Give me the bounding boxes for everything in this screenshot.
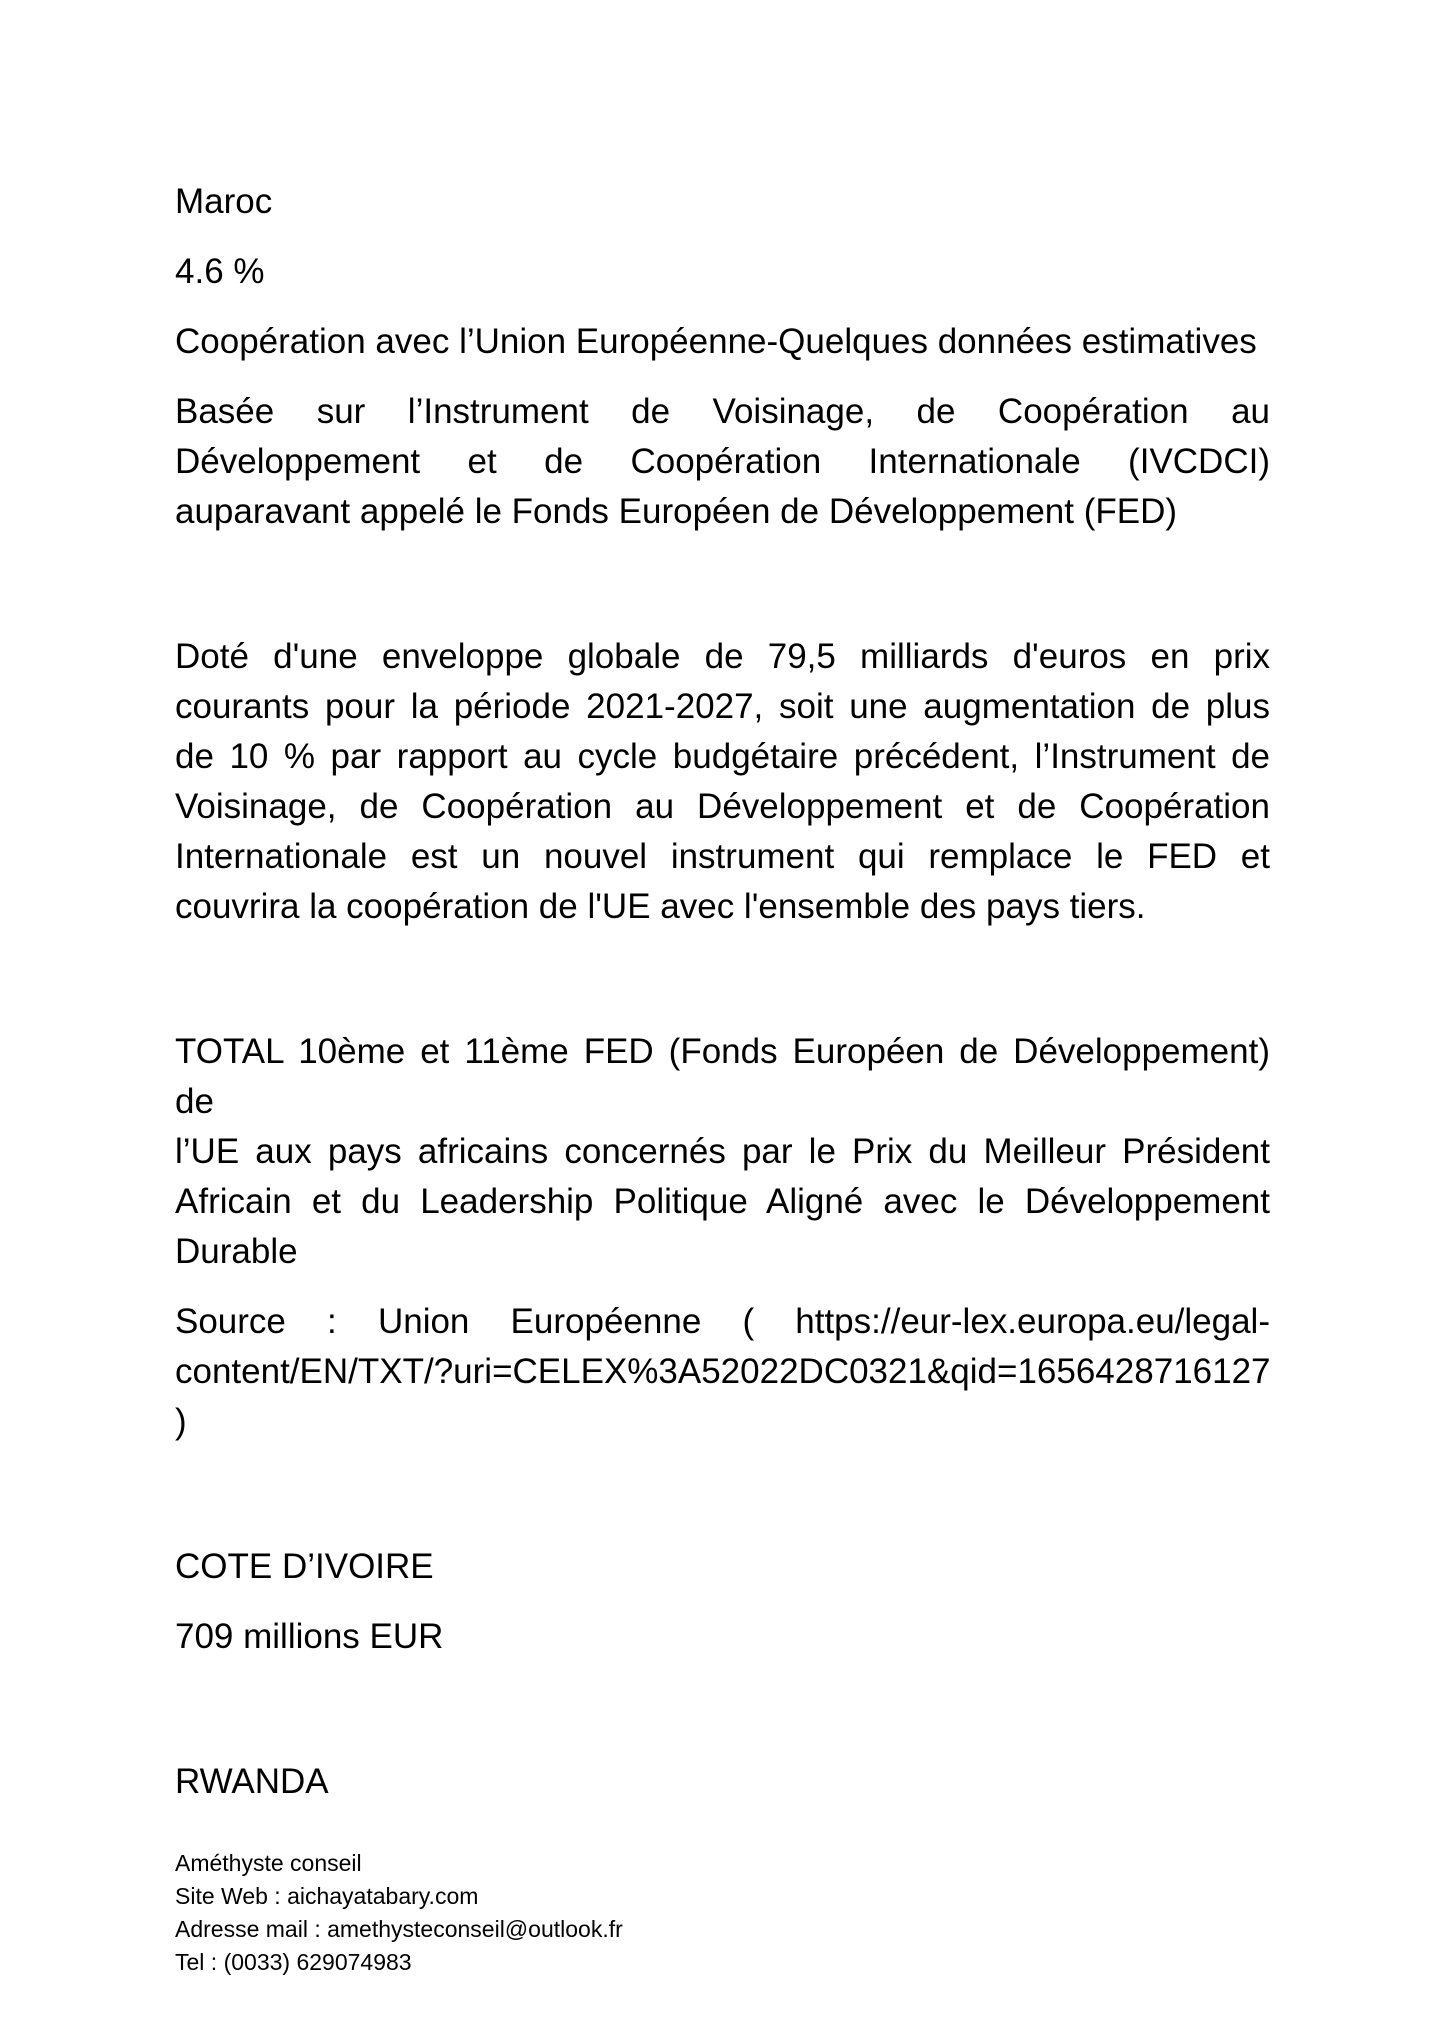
paragraph-line: Doté d'une enveloppe globale de 79,5 milliards d'euros en prix xyxy=(175,637,1270,676)
source-line: ) xyxy=(175,1402,187,1441)
paragraph-line: TOTAL 10ème et 11ème FED (Fonds Européen de Développement) de xyxy=(175,1032,1270,1121)
cooperation-heading xyxy=(175,317,1270,367)
percentage-value xyxy=(175,247,1270,297)
footer-phone: Tel : (0033) 629074983 xyxy=(175,1949,412,1975)
country-heading-text: Maroc xyxy=(175,182,273,221)
paragraph-line: Durable xyxy=(175,1232,298,1271)
paragraph-line: Africain et du Leadership Politique Aligné avec le Développement xyxy=(175,1182,1270,1221)
paragraph-line: couvrira la coopération de l'UE avec l'ensemble des pays tiers. xyxy=(175,887,1146,926)
source-url-line: content/EN/TXT/?uri=CELEX%3A52022DC0321&qid=1656428716127 xyxy=(175,1352,1271,1391)
cote-divoire-heading xyxy=(175,1542,1270,1592)
percentage-text: 4.6 % xyxy=(175,252,265,291)
blank-line xyxy=(175,952,1270,1007)
blank-line xyxy=(175,1467,1270,1522)
paragraph-line: courants pour la période 2021-2027, soit une augmentation de plus xyxy=(175,687,1270,726)
country-heading xyxy=(175,177,1270,227)
cote-divoire-amount-text: 709 millions EUR xyxy=(175,1617,444,1656)
paragraph-line: auparavant appelé le Fonds Européen de Développement (FED) xyxy=(175,492,1178,531)
source-line: Source : Union Européenne ( https://eur-lex.europa.eu/legal- xyxy=(175,1302,1270,1341)
blank-line xyxy=(175,1682,1270,1737)
blank-line xyxy=(175,557,1270,612)
footer-company-name: Améthyste conseil xyxy=(175,1850,362,1876)
paragraph-basee xyxy=(175,387,1270,537)
cote-divoire-amount xyxy=(175,1612,1270,1662)
cooperation-heading-text: Coopération avec l’Union Européenne-Quelques données estimatives xyxy=(175,322,1257,361)
cote-divoire-heading-text: COTE D’IVOIRE xyxy=(175,1547,434,1586)
rwanda-heading xyxy=(175,1757,1270,1807)
footer-website: Site Web : aichayatabary.com xyxy=(175,1883,479,1909)
paragraph-line: Basée sur l’Instrument de Voisinage, de Coopération au xyxy=(175,392,1270,431)
paragraph-dote xyxy=(175,632,1270,932)
rwanda-heading-text: RWANDA xyxy=(175,1762,329,1801)
contact-footer xyxy=(175,1847,1270,1979)
paragraph-line: Voisinage, de Coopération au Développement et de Coopération xyxy=(175,787,1270,826)
footer-email: Adresse mail : amethysteconseil@outlook.fr xyxy=(175,1916,623,1942)
paragraph-source xyxy=(175,1297,1270,1447)
paragraph-line: l’UE aux pays africains concernés par le Prix du Meilleur Président xyxy=(175,1132,1270,1171)
paragraph-line: Internationale est un nouvel instrument qui remplace le FED et xyxy=(175,837,1270,876)
paragraph-line: de 10 % par rapport au cycle budgétaire précédent, l’Instrument de xyxy=(175,737,1270,776)
paragraph-line: Développement et de Coopération Internationale (IVCDCI) xyxy=(175,442,1270,481)
paragraph-total-fed xyxy=(175,1027,1270,1277)
